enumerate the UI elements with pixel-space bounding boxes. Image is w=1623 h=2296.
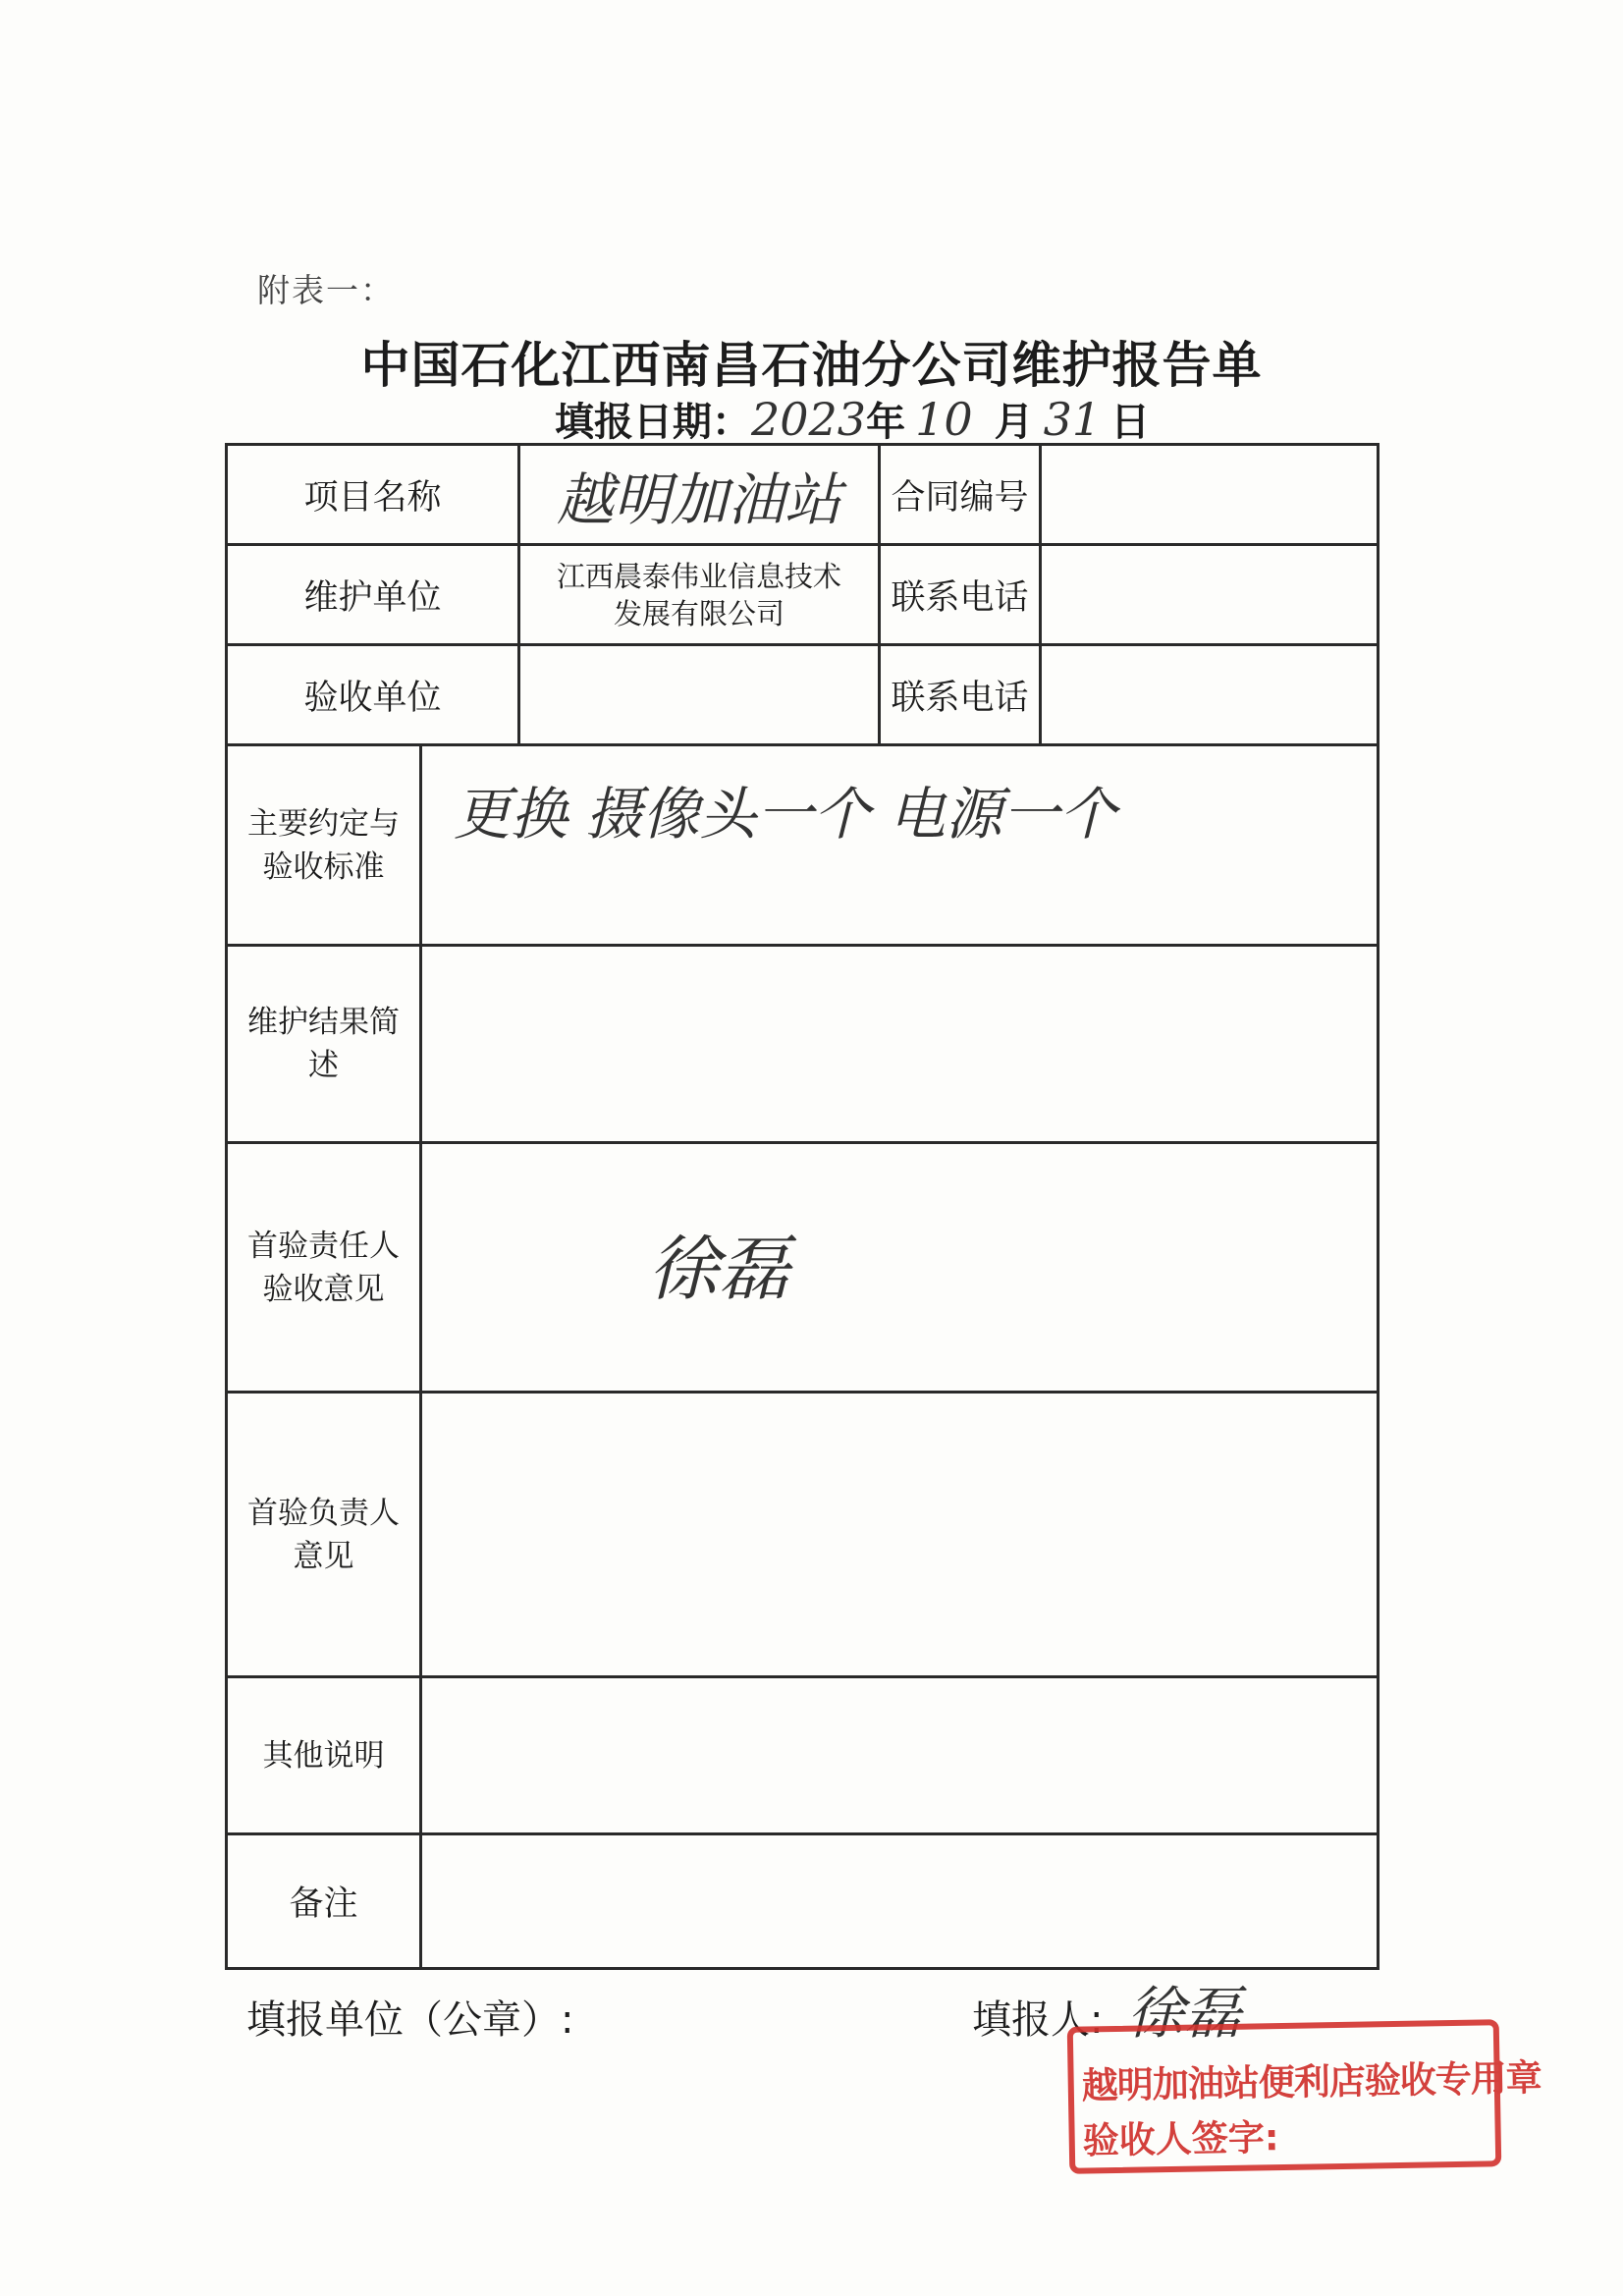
reporting-unit-label: 填报单位（公章）: — [246, 1997, 574, 2043]
row-first-inspection-head — [227, 1393, 1379, 1677]
report-form — [225, 443, 1380, 1970]
date-month-unit: 月 — [994, 400, 1034, 445]
project-name-value[interactable] — [519, 445, 880, 545]
contract-no-value[interactable] — [1041, 445, 1379, 545]
project-name-text: 越明加油站 — [557, 465, 842, 533]
row-project — [227, 445, 1379, 545]
fill-date — [555, 391, 1150, 447]
remarks-label: 备注 — [227, 1834, 421, 1969]
document-title: 中国石化江西南昌石油分公司维护报告单 — [360, 337, 1263, 394]
attachment-label: 附表一： — [257, 271, 395, 309]
first-inspection-head-label-line1: 首验负责人 — [247, 1495, 400, 1531]
agreement-label-line2: 验收标准 — [262, 848, 385, 885]
contact-phone-label-2: 联系电话 — [880, 645, 1041, 745]
remarks-value[interactable] — [421, 1834, 1379, 1969]
date-day: 31 — [1043, 393, 1102, 446]
first-inspection-responsible-label — [227, 1143, 421, 1393]
row-other-notes — [227, 1677, 1379, 1834]
row-first-inspection-responsible — [227, 1143, 1379, 1393]
first-inspection-head-label — [227, 1393, 421, 1677]
date-label: 填报日期： — [555, 400, 751, 445]
acceptance-unit-label: 验收单位 — [227, 645, 519, 745]
contact-phone-label-1: 联系电话 — [880, 545, 1041, 645]
acceptance-unit-value[interactable] — [519, 645, 880, 745]
date-year-unit: 年 — [866, 400, 906, 445]
date-month: 10 — [915, 393, 973, 446]
row-result — [227, 946, 1379, 1143]
maintenance-unit-label: 维护单位 — [227, 545, 519, 645]
result-label-line2: 述 — [308, 1048, 339, 1083]
agreement-label — [227, 745, 421, 946]
first-inspection-head-value[interactable] — [421, 1393, 1379, 1677]
result-value[interactable] — [421, 946, 1379, 1143]
date-year: 2023 — [751, 393, 867, 446]
reporter-label: 填报人: — [972, 1997, 1104, 2043]
row-maintenance-unit — [227, 545, 1379, 645]
first-inspection-responsible-label-line2: 验收意见 — [262, 1271, 385, 1307]
stamp-line1: 越明加油站便利店验收专用章 — [1081, 2056, 1542, 2107]
row-acceptance-unit — [227, 645, 1379, 745]
agreement-label-line1: 主要约定与 — [247, 805, 400, 842]
row-agreement — [227, 745, 1379, 946]
acceptance-stamp — [1067, 2019, 1542, 2174]
contact-phone-value-1[interactable] — [1041, 545, 1379, 645]
stamp-line2: 验收人签字: — [1082, 2116, 1279, 2162]
agreement-text: 更换 摄像头一个 电源一个 — [454, 781, 1116, 847]
project-name-label: 项目名称 — [227, 445, 519, 545]
maintenance-unit-value[interactable] — [519, 545, 880, 645]
result-label — [227, 946, 421, 1143]
reporter-signature: 徐磊 — [1127, 1980, 1242, 2047]
first-inspection-head-label-line2: 意见 — [293, 1538, 354, 1574]
row-remarks — [227, 1834, 1379, 1969]
other-notes-value[interactable] — [421, 1677, 1379, 1834]
contract-no-label: 合同编号 — [880, 445, 1041, 545]
other-notes-label: 其他说明 — [227, 1677, 421, 1834]
maintenance-unit-line1: 江西晨泰伟业信息技术 — [557, 559, 842, 593]
first-inspection-responsible-label-line1: 首验责任人 — [247, 1228, 400, 1264]
inspector-signature: 徐磊 — [648, 1227, 790, 1310]
agreement-value[interactable] — [421, 745, 1379, 946]
contact-phone-value-2[interactable] — [1041, 645, 1379, 745]
date-day-unit: 日 — [1110, 400, 1151, 445]
maintenance-unit-line2: 发展有限公司 — [614, 596, 785, 630]
result-label-line1: 维护结果简 — [247, 1005, 400, 1040]
first-inspection-responsible-value[interactable] — [421, 1143, 1379, 1393]
